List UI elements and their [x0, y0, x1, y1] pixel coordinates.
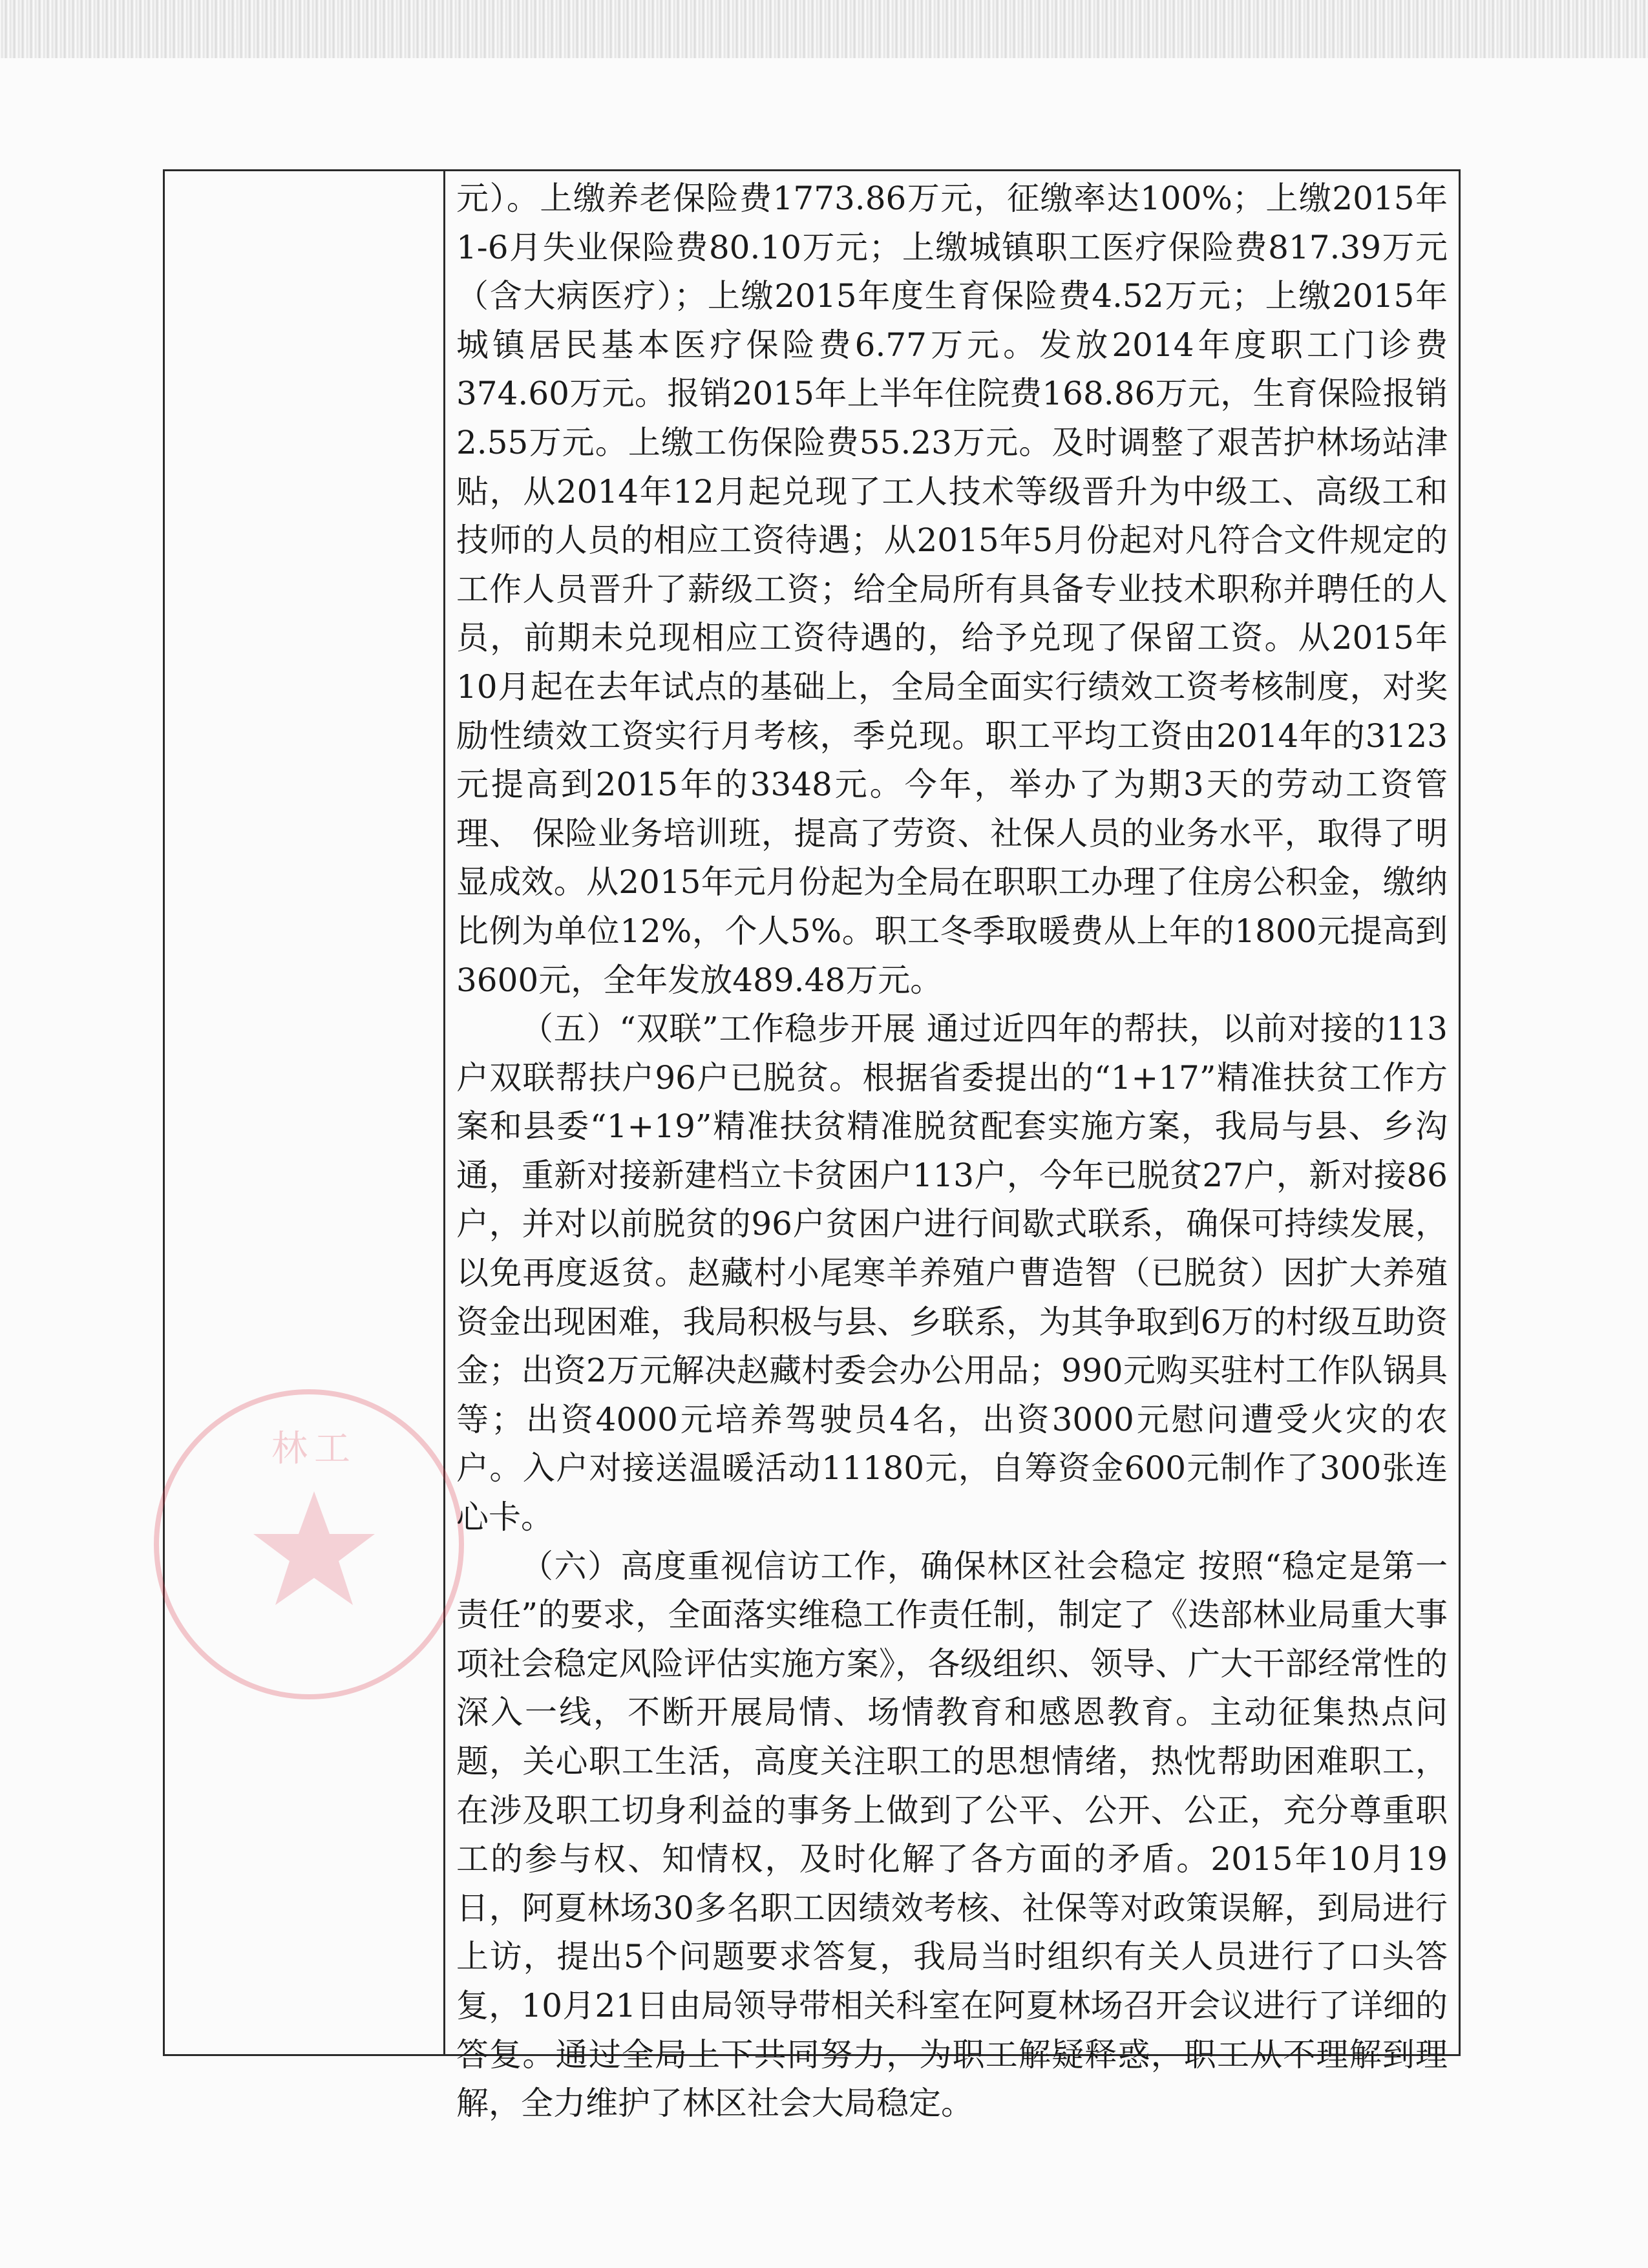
paragraph-social-insurance: 元）。上缴养老保险费1773.86万元，征缴率达100%；上缴2015年1-6月失业保险费80.10万元；上缴城镇职工医疗保险费817.39万元（含大病医疗）；上缴2015年度生育保险费4.52万元；上缴2015年城镇居民基本医疗保险费6.77万元。发放2014年度职工门诊费 374.60万元。报销2015年上半年住院费168.86万元，生育保险报销2.55万元。上缴工伤保险费55.23万元。及时调整了艰苦护林场站津贴，从2014年12月起兑现了工人技术等级晋升为中级工、高级工和技师的人员的相应工资待遇；从2015年5月份起对凡符合文件规定的工作人员晋升了薪级工资；给全局所有具备专业技术职称并聘任的人员，前期未兑现相应工资待遇的，给予兑现了保留工资。从2015年10月起在去年试点的基础上，全局全面实行绩效工资考核制度，对奖励性绩效工资实行月考核，季兑现。职工平均工资由2014年的3123元提高到2015年的3348元。今年，举办了为期3天的劳动工资管理、 保险业务培训班，提高了劳资、社保人员的业务水平，取得了明显成效。从2015年元月份起为全局在职职工办理了住房公积金，缴纳比例为单位12%，个人5%。职工冬季取暖费从上年的1800元提高到3600元，全年发放489.48万元。 [456, 180, 1448, 999]
star-icon [249, 1485, 379, 1614]
red-seal-stamp [154, 1389, 464, 1699]
column-divider [443, 169, 445, 2056]
document-body [456, 174, 1448, 2128]
paragraph-petitions: （六）高度重视信访工作，确保林区社会稳定 按照“稳定是第一责任”的要求，全面落实维稳工作责任制，制定了《迭部林业局重大事项社会稳定风险评估实施方案》，各级组织、领导、广大干部经常性的深入一线，不断开展局情、场情教育和感恩教育。主动征集热点问题，关心职工生活，高度关注职工的思想情绪，热忱帮助困难职工，在涉及职工切身利益的事务上做到了公平、公开、公正，充分尊重职工的参与权、知情权，及时化解了各方面的矛盾。2015年10月19日，阿夏林场30多名职工因绩效考核、社保等对政策误解，到局进行上访，提出5个问题要求答复，我局当时组织有关人员进行了口头答复，10月21日由局领导带相关科室在阿夏林场召开会议进行了详细的答复。通过全局上下共同努力，为职工解疑释惑，职工从不理解到理解，全力维护了林区社会大局稳定。 [456, 1547, 1448, 2123]
seal-text: 林工 [271, 1428, 357, 1470]
paragraph-shuanglian: （五）“双联”工作稳步开展 通过近四年的帮扶，以前对接的113户双联帮扶户96户已脱贫。根据省委提出的“1+17”精准扶贫工作方案和县委“1+19”精准扶贫精准脱贫配套实施方案，我局与县、乡沟通，重新对接新建档立卡贫困户113户，今年已脱贫27户，新对接86户，并对以前脱贫的96户贫困户进行间歇式联系，确保可持续发展，以免再度返贫。赵藏村小尾寒羊养殖户曹造智（已脱贫）因扩大养殖资金出现困难，我局积极与县、乡联系，为其争取到6万的村级互助资金；出资2万元解决赵藏村委会办公用品；990元购买驻村工作队锅具等；出资4000元培养驾驶员4名，出资3000元慰问遭受火灾的农户。入户对接送温暖活动11180元，自筹资金600元制作了300张连心卡。 [456, 1010, 1448, 1537]
scan-edge-noise [0, 0, 1648, 58]
